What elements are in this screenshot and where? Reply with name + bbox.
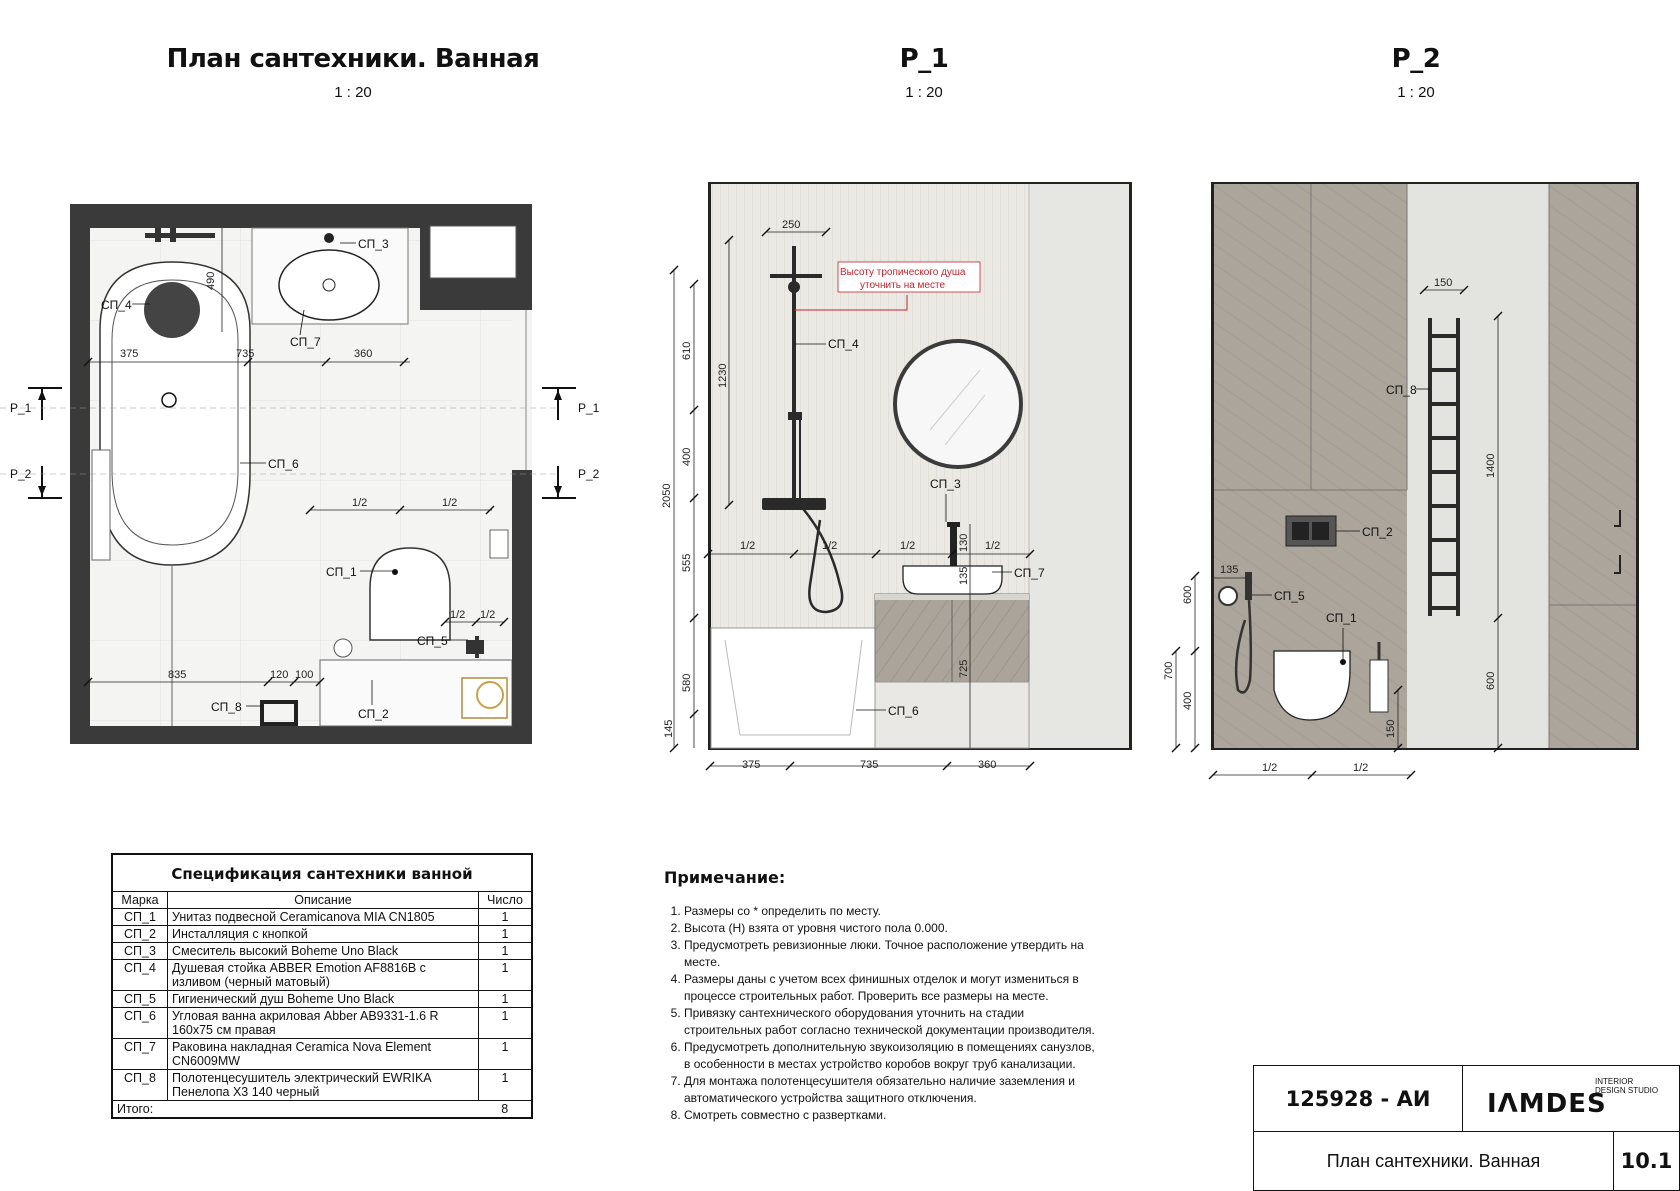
project-code: 125928 - АИ — [1285, 1086, 1431, 1111]
plan-label-sp1: СП_1 — [326, 565, 357, 579]
spec-qty: 1 — [479, 909, 533, 926]
plan-dim-half-3: 1/2 — [450, 609, 466, 621]
p2-title: Р_2 — [1391, 44, 1441, 74]
p1-dim-725: 725 — [958, 659, 970, 678]
note-item: 2. Высота (Н) взята от уровня чистого пола 0.000. — [684, 920, 1104, 937]
table-row — [112, 926, 532, 943]
p1-scale: 1 : 20 — [905, 84, 943, 101]
p2-dim-600-right: 600 — [1485, 671, 1497, 690]
p1-dim-130: 130 — [958, 533, 970, 552]
p1-sink — [903, 566, 1002, 594]
table-row — [112, 909, 532, 926]
plan-dim-735: 735 — [236, 348, 255, 360]
p1-dim-375: 375 — [742, 759, 761, 771]
p1-dim-half-3: 1/2 — [900, 540, 916, 552]
spec-desc: Инсталляция с кнопкой — [168, 926, 479, 943]
plan-label-sp8: СП_8 — [211, 700, 242, 714]
spec-qty: 1 — [479, 926, 533, 943]
elevation-p1-drawing — [640, 170, 1140, 790]
sheet-name: План сантехники. Ванная — [1326, 1150, 1541, 1171]
sink-basin — [279, 250, 379, 320]
section-p2-left: Р_2 — [10, 467, 32, 481]
spec-mark: СП_3 — [112, 943, 168, 960]
sheet-number-cell — [1613, 1131, 1680, 1191]
notes-title: Примечание: — [664, 868, 786, 887]
plan-label-sp3: СП_3 — [358, 237, 389, 251]
p2-dim-1400: 1400 — [1485, 453, 1497, 478]
plan-label-sp6: СП_6 — [268, 457, 299, 471]
p2-dim-700: 700 — [1163, 661, 1175, 680]
spec-desc: Смеситель высокий Boheme Uno Black — [168, 943, 479, 960]
spec-qty: 1 — [479, 943, 533, 960]
plan-label-sp4: СП_4 — [101, 298, 132, 312]
p2-label-sp1: СП_1 — [1326, 611, 1357, 625]
p1-label-sp4: СП_4 — [828, 337, 859, 351]
p1-note-line2: уточнить на месте — [860, 280, 946, 291]
spec-desc: Гигиенический душ Boheme Uno Black — [168, 991, 479, 1008]
p1-dim-half-2: 1/2 — [822, 540, 838, 552]
section-p2-right: Р_2 — [578, 467, 600, 481]
spec-mark: СП_7 — [112, 1039, 168, 1070]
plan-dim-835: 835 — [168, 669, 187, 681]
table-row — [112, 943, 532, 960]
spec-total-value: 8 — [479, 1101, 533, 1119]
section-p1-right: Р_1 — [578, 401, 600, 415]
p1-dim-360: 360 — [978, 759, 997, 771]
p2-dim-400: 400 — [1182, 691, 1194, 710]
spec-mark: СП_4 — [112, 960, 168, 991]
plan-dim-375: 375 — [120, 348, 139, 360]
p1-mirror — [895, 341, 1021, 467]
plan-scale: 1 : 20 — [334, 84, 372, 101]
studio-logo: IΛMDES — [1487, 1088, 1607, 1119]
p1-title: Р_1 — [899, 44, 949, 74]
studio-line1: INTERIOR — [1595, 1077, 1634, 1086]
note-item: 1. Размеры со * определить по месту. — [684, 903, 1104, 920]
spec-mark: СП_6 — [112, 1008, 168, 1039]
sheet-name-cell — [1253, 1131, 1614, 1191]
p1-dim-555: 555 — [681, 553, 693, 572]
note-item: 4. Размеры даны с учетом всех финишных отделок и могут измениться в процессе строительных работ. Проверить все размеры на месте. — [684, 971, 1104, 1005]
toilet — [370, 548, 450, 640]
section-p1-left: Р_1 — [10, 401, 32, 415]
plan-label-sp2: СП_2 — [358, 707, 389, 721]
p2-dim-600-left: 600 — [1182, 585, 1194, 604]
p1-label-sp3: СП_3 — [930, 477, 961, 491]
project-code-cell — [1253, 1065, 1463, 1132]
logo-cell — [1462, 1065, 1680, 1132]
spec-qty: 1 — [479, 991, 533, 1008]
spec-desc: Унитаз подвесной Ceramicanova MIA CN1805 — [168, 909, 479, 926]
notes-list — [664, 903, 1104, 1124]
plan-label-sp7: СП_7 — [290, 335, 321, 349]
p1-label-sp6: СП_6 — [888, 704, 919, 718]
p1-dim-610: 610 — [681, 341, 693, 360]
p1-dim-400: 400 — [681, 447, 693, 466]
plan-dim-half-4: 1/2 — [480, 609, 496, 621]
p1-dim-580: 580 — [681, 673, 693, 692]
p2-dim-half-1: 1/2 — [1262, 762, 1278, 774]
p1-label-sp7: СП_7 — [1014, 566, 1045, 580]
plan-dim-490: 490 — [205, 271, 217, 290]
p1-dim-half-1: 1/2 — [740, 540, 756, 552]
note-item: 7. Для монтажа полотенцесушителя обязательно наличие заземления и автоматического устройства защитного отключения. — [684, 1073, 1104, 1107]
spec-mark: СП_2 — [112, 926, 168, 943]
spec-mark: СП_1 — [112, 909, 168, 926]
p2-scale: 1 : 20 — [1397, 84, 1435, 101]
spec-total-label: Итого: — [112, 1101, 479, 1119]
p2-label-sp2: СП_2 — [1362, 525, 1393, 539]
table-row — [112, 1039, 532, 1070]
spec-mark: СП_5 — [112, 991, 168, 1008]
spec-table — [111, 853, 533, 1119]
spec-total-row — [112, 1101, 532, 1119]
rain-shower-head — [144, 282, 200, 338]
p1-dim-145: 145 — [663, 719, 675, 738]
plan-dim-120: 120 — [270, 669, 289, 681]
plan-dim-half-2: 1/2 — [442, 497, 458, 509]
table-row — [112, 1070, 532, 1101]
plan-title: План сантехники. Ванная — [166, 44, 540, 74]
p2-dim-135: 135 — [1220, 564, 1239, 576]
table-row — [112, 1008, 532, 1039]
elevation-p2-drawing — [1160, 170, 1680, 790]
note-item: 3. Предусмотреть ревизионные люки. Точное расположение утвердить на месте. — [684, 937, 1104, 971]
spec-qty: 1 — [479, 1039, 533, 1070]
p1-dim-735: 735 — [860, 759, 879, 771]
p2-dim-150-bottom: 150 — [1385, 719, 1397, 738]
p1-dim-2050: 2050 — [661, 483, 673, 508]
spec-title: Спецификация сантехники ванной — [112, 854, 532, 892]
table-row — [112, 960, 532, 991]
spec-qty: 1 — [479, 1008, 533, 1039]
floor-plan-drawing — [0, 180, 600, 760]
sheet-number: 10.1 — [1620, 1149, 1673, 1173]
spec-desc: Полотенцесушитель электрический EWRIKA Пенелопа Х3 140 черный — [168, 1070, 479, 1101]
plan-label-sp5: СП_5 — [417, 634, 448, 648]
spec-mark: СП_8 — [112, 1070, 168, 1101]
spec-qty: 1 — [479, 960, 533, 991]
plan-dim-360: 360 — [354, 348, 373, 360]
spec-desc: Угловая ванна акриловая Abber AB9331-1.6 R 160x75 см правая — [168, 1008, 479, 1039]
title-block — [1253, 1065, 1680, 1191]
p1-dim-half-4: 1/2 — [985, 540, 1001, 552]
p2-dim-half-2: 1/2 — [1353, 762, 1369, 774]
studio-line2: DESIGN STUDIO — [1595, 1086, 1659, 1095]
p2-label-sp5: СП_5 — [1274, 589, 1305, 603]
plan-dim-half-1: 1/2 — [352, 497, 368, 509]
p1-dim-1230: 1230 — [717, 363, 729, 388]
note-item: 8. Смотреть совместно с развертками. — [684, 1107, 1104, 1124]
plan-dim-100: 100 — [295, 669, 314, 681]
spec-header-qty: Число — [479, 892, 533, 909]
table-row — [112, 991, 532, 1008]
p1-note-line1: Высоту тропического душа — [840, 267, 966, 278]
spec-header-desc: Описание — [168, 892, 479, 909]
p1-dim-250: 250 — [782, 219, 801, 231]
spec-desc: Душевая стойка ABBER Emotion AF8816B с изливом (черный матовый) — [168, 960, 479, 991]
p2-dim-150-top: 150 — [1434, 277, 1453, 289]
note-item: 6. Предусмотреть дополнительную звукоизоляцию в помещениях санузлов, в особенности в местах устройство коробов вокруг труб канализации. — [684, 1039, 1104, 1073]
p2-label-sp8: СП_8 — [1386, 383, 1417, 397]
studio-caption — [1595, 1077, 1658, 1095]
spec-desc: Раковина накладная Ceramica Nova Element CN6009MW — [168, 1039, 479, 1070]
p1-dim-135: 135 — [958, 566, 970, 585]
spec-qty: 1 — [479, 1070, 533, 1101]
spec-header-mark: Марка — [112, 892, 168, 909]
note-item: 5. Привязку сантехнического оборудования уточнить на стадии строительных работ согласно технической документации производителя. — [684, 1005, 1104, 1039]
p2-toilet — [1274, 651, 1350, 720]
